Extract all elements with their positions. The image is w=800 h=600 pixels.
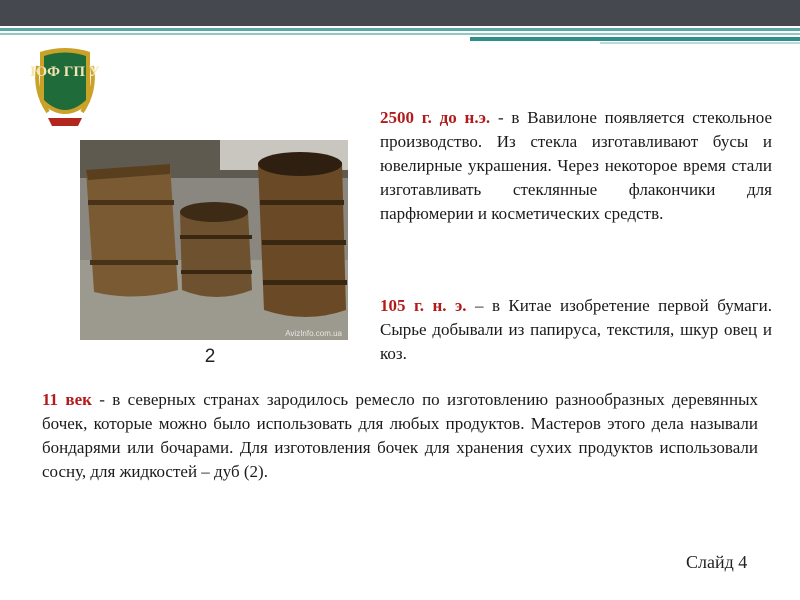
photo-watermark: AvizInfo.com.ua [285, 329, 342, 338]
logo-letters: ЮФ ГП У [30, 64, 100, 80]
paragraph-text: - в Вавилоне появляется стекольное производство. Из стекла изготавливают бусы и ювелирные украшения. Через некоторое время стали изготавливать стеклянные флакончики для парфюмерии и косметических средств. [380, 108, 772, 223]
header-stripe [600, 42, 800, 44]
photo-caption: 2 [204, 346, 216, 367]
paragraph-glass [380, 106, 772, 226]
title-bar [0, 0, 800, 26]
slide-number: Слайд 4 [686, 552, 748, 572]
paragraph-paper [380, 294, 772, 366]
header-stripe [470, 37, 800, 41]
paragraph-date: 11 век [42, 390, 92, 409]
header-stripe [0, 28, 800, 31]
paragraph-text: – в Китае изобретение первой бумаги. Сырье добывали из папируса, текстиля, шкур овец и коз. [380, 296, 772, 363]
wooden-barrels-photo [80, 140, 348, 340]
paragraph-barrels [42, 388, 758, 484]
paragraph-date: 2500 г. до н.э. [380, 108, 491, 127]
university-crest-icon [30, 46, 100, 134]
paragraph-text: - в северных странах зародилось ремесло по изготовлению разнообразных деревянных бочек, которые можно было использовать для любых продуктов. Мастеров этого дела называли бондарями или бочарами. Для изготовления бочек для хранения сухих продуктов использовали сосну, для жидкостей – дуб (2). [42, 390, 758, 481]
paragraph-date: 105 г. н. э. [380, 296, 467, 315]
header-stripe [0, 33, 800, 35]
